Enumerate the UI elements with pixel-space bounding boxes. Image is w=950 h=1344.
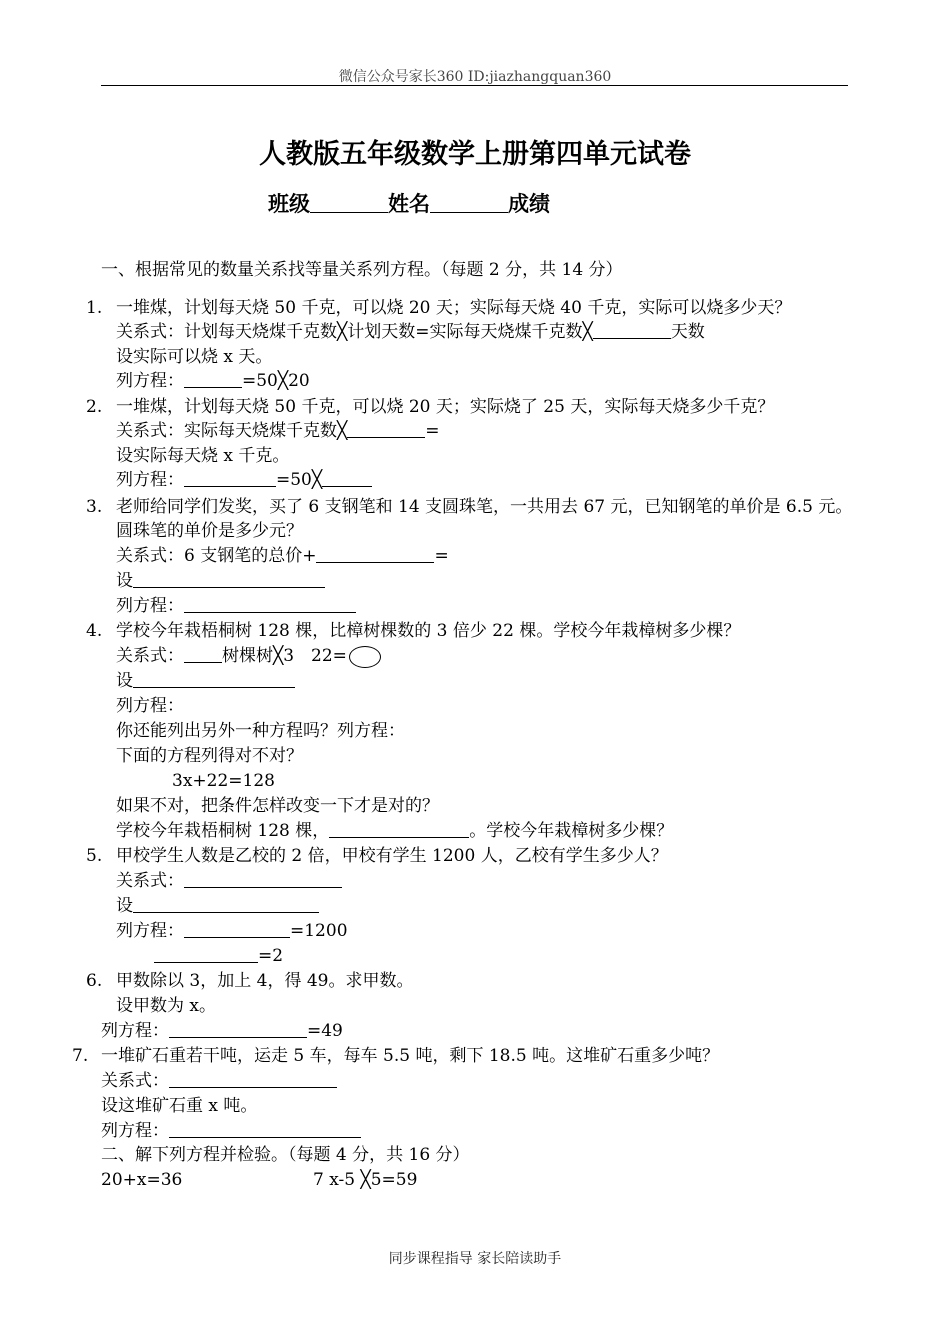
q5-number: 5. (86, 846, 103, 866)
q5-relation-blank[interactable] (184, 870, 342, 888)
q4-given-equation: 3x+22=128 (172, 771, 275, 791)
q3-set-blank[interactable] (133, 570, 325, 588)
q3-equation-blank[interactable] (184, 595, 356, 613)
q7-equation: 列方程： (101, 1119, 361, 1143)
q4-text: 学校今年栽梧桐树 128 棵，比樟树棵数的 3 倍少 22 棵。学校今年栽樟树多少棵？ (116, 621, 741, 641)
q5-equation-2: =2 (154, 944, 283, 968)
equation-a: 20+x=36 (101, 1170, 183, 1190)
q4-change: 如果不对，把条件怎样改变一下才是对的？ (116, 796, 439, 816)
section-2-heading: 二、解下列方程并检验。（每题 4 分，共 16 分） (101, 1145, 470, 1165)
q4-equation: 列方程： (116, 696, 184, 716)
q2-text: 一堆煤，计划每天烧 50 千克，可以烧 20 天；实际烧了 25 天，实际每天烧多少千克？ (116, 397, 775, 417)
q2-equation-blank-1[interactable] (184, 469, 276, 487)
q1-set: 设实际可以烧 x 天。 (116, 347, 273, 367)
q3-relation-blank[interactable] (316, 545, 434, 563)
q4-number: 4. (86, 621, 103, 641)
q5-set-blank[interactable] (133, 895, 319, 913)
q3-text: 老师给同学们发奖，买了 6 支钢笔和 14 支圆珠笔，一共用去 67 元，已知钢笔的单价是 6.5 元。 (116, 497, 853, 517)
q7-relation-blank[interactable] (169, 1070, 337, 1088)
q4-another: 你还能列出另外一种方程吗？列方程： (116, 721, 405, 741)
q5-set: 设 (116, 894, 319, 918)
q5-equation: 列方程： =1200 (116, 921, 348, 941)
page-header: 微信公众号家长360 ID:jiazhangquan360 (338, 69, 612, 85)
q6-equation-blank[interactable] (169, 1020, 307, 1038)
q1-number: 1. (86, 298, 103, 318)
q3-number: 3. (86, 497, 103, 517)
page-footer: 同步课程指导 家长陪读助手 (388, 1251, 562, 1267)
page-title: 人教版五年级数学上册第四单元试卷 (259, 139, 691, 170)
q3-text-2: 圆珠笔的单价是多少元？ (116, 521, 303, 541)
q6-equation: 列方程： =49 (101, 1021, 343, 1041)
q6-number: 6. (86, 971, 103, 991)
q4-check: 下面的方程列得对不对？ (116, 746, 303, 766)
name-blank[interactable] (430, 190, 508, 213)
q7-equation-blank[interactable] (169, 1120, 361, 1138)
q5-equation-2-blank[interactable] (154, 945, 258, 963)
class-label: 班级 (268, 192, 310, 216)
q7-relation: 关系式： (101, 1069, 337, 1093)
q4-set: 设 (116, 669, 295, 693)
q1-text: 一堆煤，计划每天烧 50 千克，可以烧 20 天；实际每天烧 40 千克，实际可以烧多少天？ (116, 298, 792, 318)
q3-relation: 关系式：6 支钢笔的总价+ = (116, 546, 449, 566)
student-info (268, 188, 550, 218)
q4-relation: 关系式： 树棵树╳3 22= (116, 644, 381, 668)
q2-relation-blank[interactable] (347, 420, 425, 438)
section-1-heading: 一、根据常见的数量关系找等量关系列方程。（每题 2 分，共 14 分） (101, 260, 623, 280)
q1-equation-blank[interactable] (184, 370, 242, 388)
q7-text: 一堆矿石重若干吨，运走 5 车，每车 5.5 吨，剩下 18.5 吨。这堆矿石重多少吨？ (101, 1046, 720, 1066)
equation-b: 7 x-5 ╳5=59 (313, 1170, 418, 1190)
q2-equation: 列方程： =50╳ (116, 468, 372, 492)
q6-text: 甲数除以 3，加上 4，得 49。求甲数。 (116, 971, 414, 991)
header-rule (101, 85, 848, 86)
q3-equation: 列方程： (116, 594, 356, 618)
q6-set: 设甲数为 x。 (116, 996, 216, 1016)
q1-relation-blank[interactable] (593, 321, 671, 339)
q5-relation: 关系式： (116, 869, 342, 893)
q1-relation: 关系式：计划每天烧煤千克数╳计划天数=实际每天烧煤千克数╳ 天数 (116, 322, 705, 342)
q4-rewrite-blank[interactable] (329, 820, 469, 838)
q2-relation: 关系式：实际每天烧煤千克数╳ = (116, 421, 440, 441)
q3-set: 设 (116, 569, 325, 593)
q4-operator-circle[interactable] (349, 646, 381, 668)
q5-equation-blank[interactable] (184, 920, 290, 938)
class-blank[interactable] (310, 190, 388, 213)
q7-set: 设这堆矿石重 x 吨。 (101, 1096, 258, 1116)
q2-equation-blank-2[interactable] (322, 469, 372, 487)
q4-rewrite: 学校今年栽梧桐树 128 棵， 。学校今年栽樟树多少棵？ (116, 821, 674, 841)
name-label: 姓名 (388, 192, 430, 216)
score-label: 成绩 (508, 192, 550, 216)
q5-text: 甲校学生人数是乙校的 2 倍，甲校有学生 1200 人，乙校有学生多少人？ (116, 846, 668, 866)
q2-number: 2. (86, 397, 103, 417)
q7-number: 7. (72, 1046, 89, 1066)
q2-set: 设实际每天烧 x 千克。 (116, 446, 290, 466)
q4-set-blank[interactable] (133, 670, 295, 688)
q1-equation: 列方程： =50╳20 (116, 371, 310, 391)
q4-relation-blank[interactable] (184, 645, 222, 663)
